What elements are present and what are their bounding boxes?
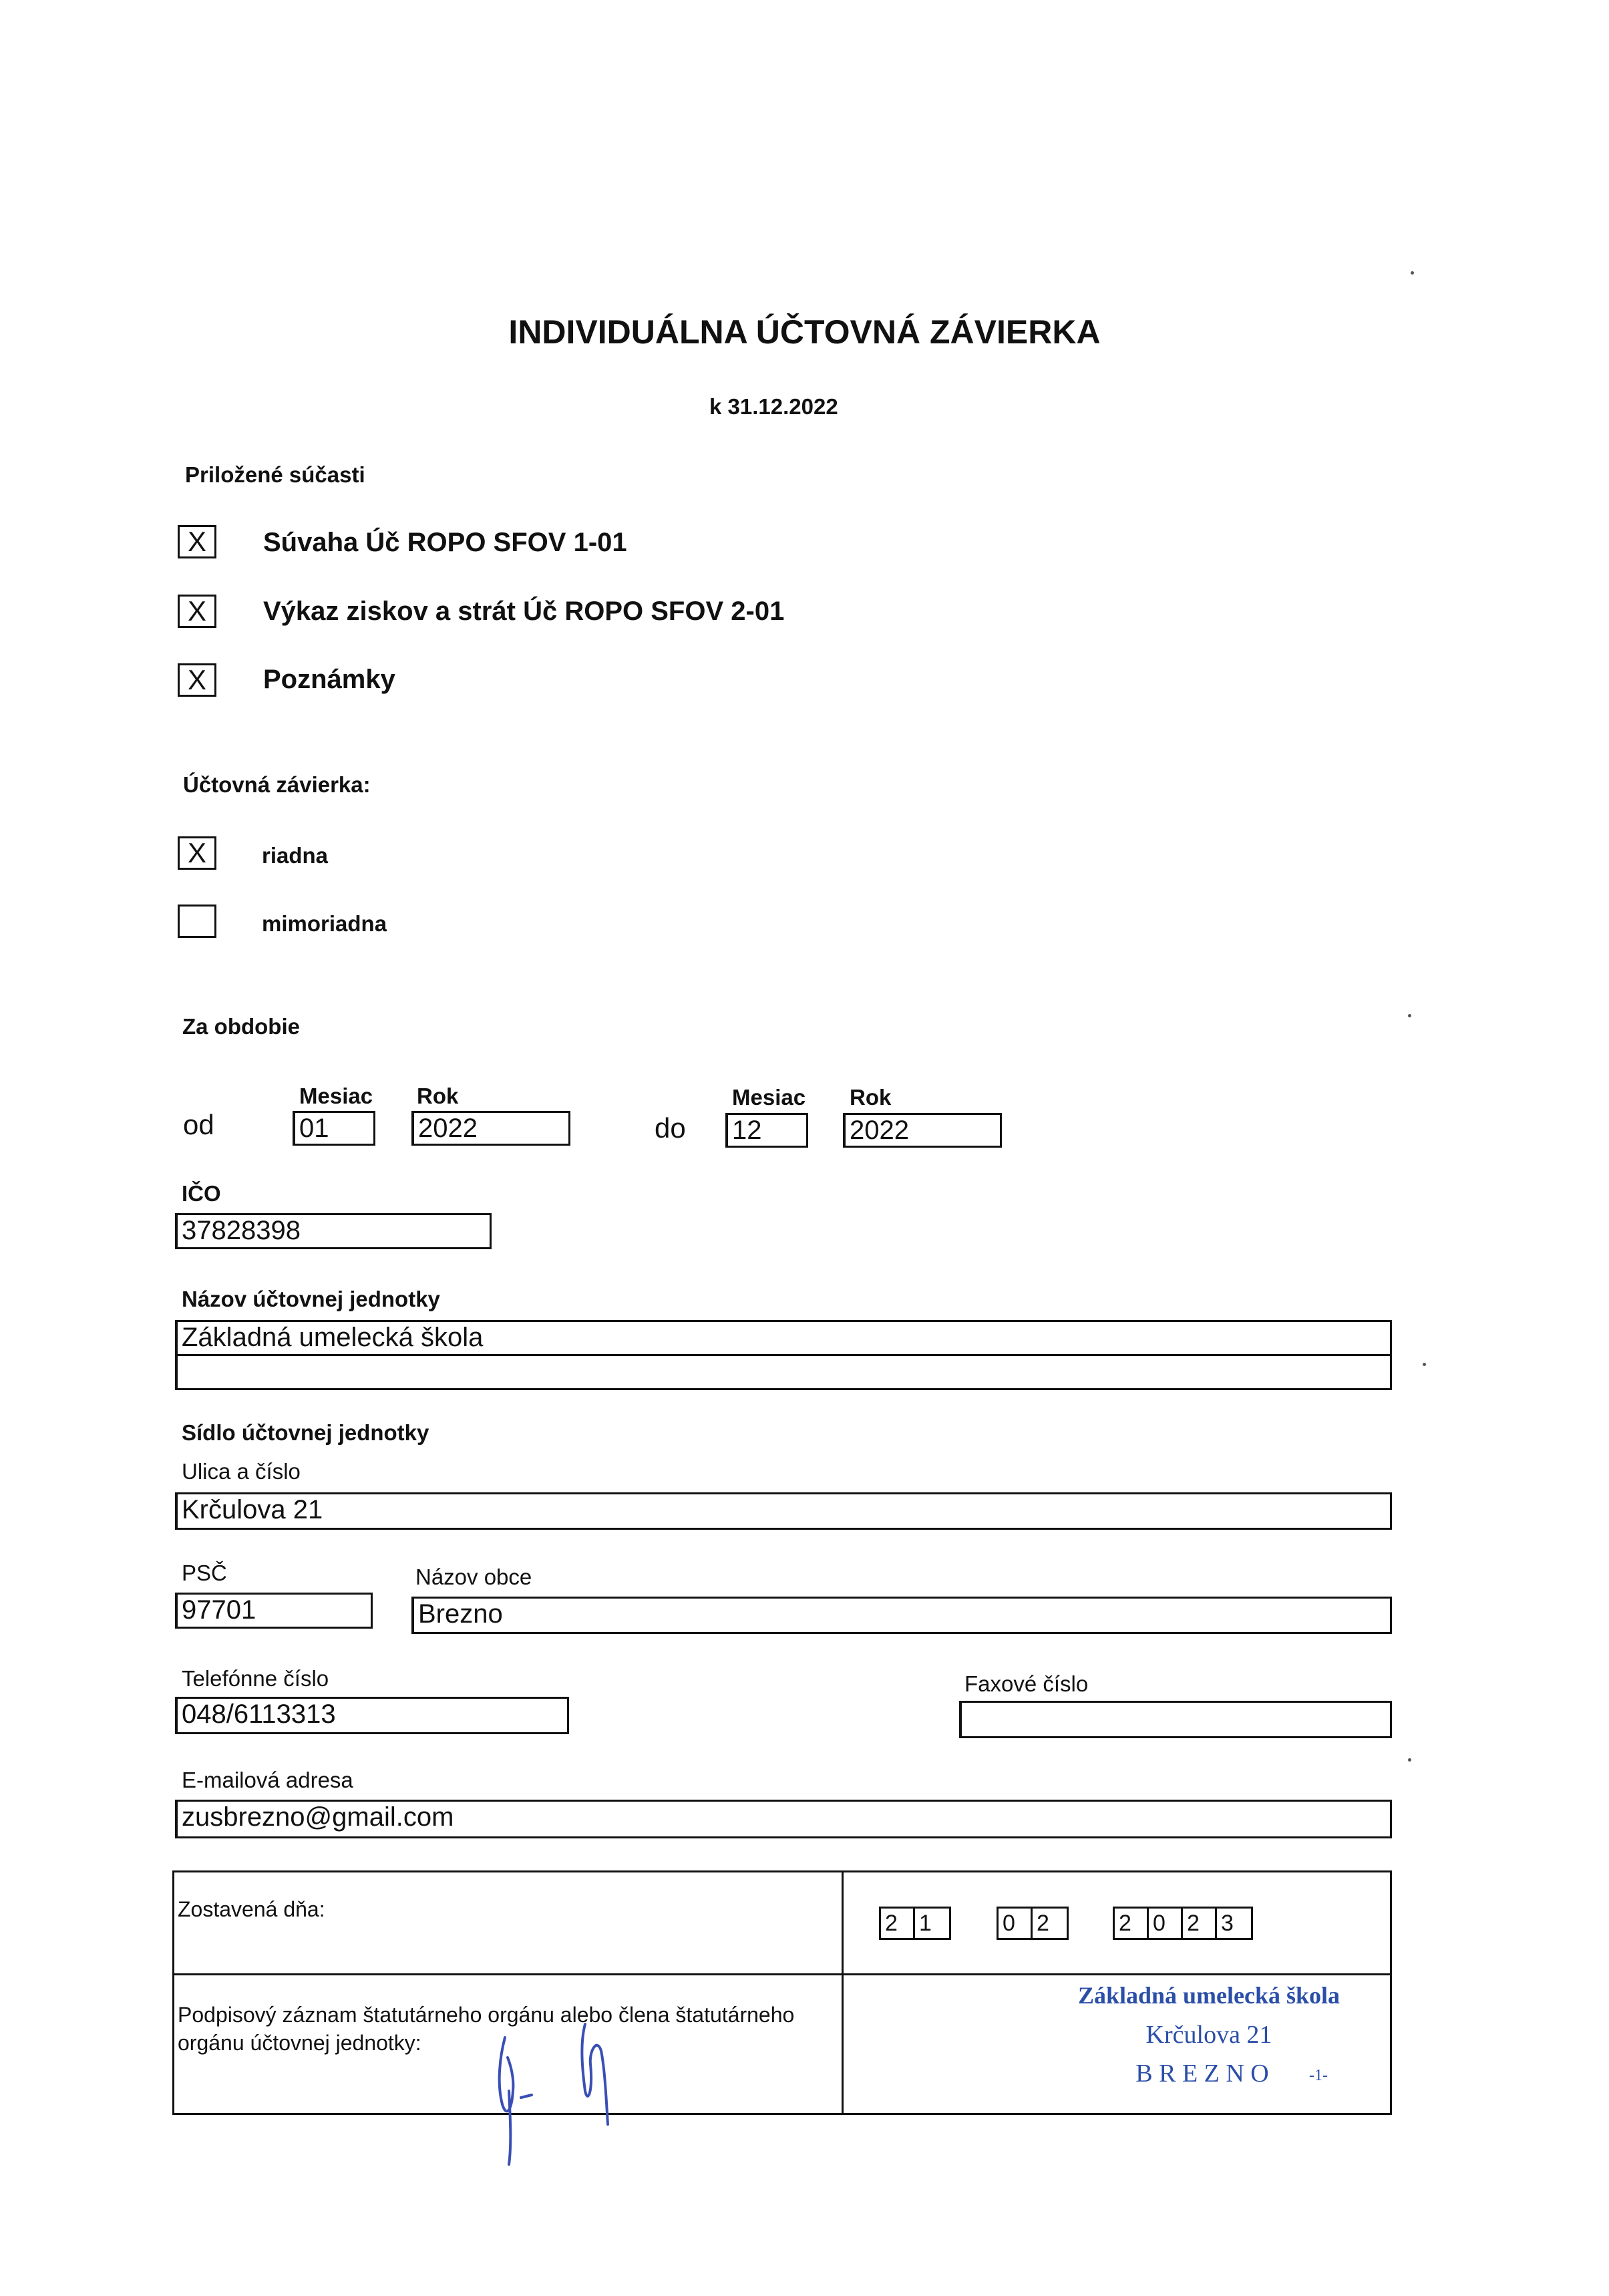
checkbox-profit-loss[interactable]: X <box>178 595 216 628</box>
compiled-day-digit: 2 <box>881 1909 915 1938</box>
phone-label: Telefónne číslo <box>182 1666 329 1691</box>
stamp-line2: Krčulova 21 <box>1145 2021 1272 2049</box>
signature-scribble <box>468 2011 641 2171</box>
compiled-year-digit: 0 <box>1149 1909 1183 1938</box>
from-year-field[interactable]: 2022 <box>411 1111 570 1146</box>
psc-label: PSČ <box>182 1561 227 1585</box>
scan-speck <box>1408 1758 1411 1762</box>
seat-heading: Sídlo účtovnej jednotky <box>182 1420 429 1445</box>
street-label: Ulica a číslo <box>182 1459 301 1484</box>
checkbox-balance-sheet[interactable]: X <box>178 525 216 558</box>
compiled-day[interactable] <box>879 1907 951 1940</box>
compiled-year-digit: 2 <box>1183 1909 1217 1938</box>
street-field[interactable]: Krčulova 21 <box>175 1492 1392 1530</box>
to-label: do <box>655 1112 686 1144</box>
scan-speck <box>1423 1363 1426 1366</box>
from-label: od <box>183 1109 214 1140</box>
checkbox-notes[interactable]: X <box>178 663 216 697</box>
compiled-month-digit: 2 <box>1037 1911 1049 1936</box>
fax-label: Faxové číslo <box>964 1671 1089 1696</box>
fax-field[interactable] <box>959 1701 1392 1738</box>
table-row-divider <box>172 1973 1392 1975</box>
compiled-day-digit: 1 <box>919 1911 932 1936</box>
to-month-field[interactable]: 12 <box>725 1113 808 1148</box>
compiled-month-digit: 0 <box>999 1909 1033 1938</box>
closing-type-heading: Účtovná závierka: <box>183 772 371 797</box>
to-year-label: Rok <box>850 1085 892 1110</box>
town-field[interactable]: Brezno <box>411 1597 1392 1634</box>
psc-field[interactable]: 97701 <box>175 1593 373 1629</box>
unit-name-field-2[interactable] <box>175 1354 1392 1390</box>
compiled-year-digit: 3 <box>1221 1911 1234 1936</box>
ico-field[interactable]: 37828398 <box>175 1213 492 1249</box>
checkbox-extraordinary[interactable] <box>178 905 216 938</box>
unit-name-label: Názov účtovnej jednotky <box>182 1287 440 1311</box>
signature-label-line1: Podpisový záznam štatutárneho orgánu alebo člena štatutárneho <box>178 2003 795 2027</box>
to-month-label: Mesiac <box>732 1085 806 1110</box>
checkbox-profit-loss-label: Výkaz ziskov a strát Úč ROPO SFOV 2-01 <box>263 597 785 626</box>
components-heading: Priložené súčasti <box>185 462 365 487</box>
email-field[interactable]: zusbrezno@gmail.com <box>175 1800 1392 1838</box>
checkbox-extraordinary-label: mimoriadna <box>262 911 387 936</box>
scan-speck <box>1408 1014 1411 1017</box>
signature-label-line2: orgánu účtovnej jednotky: <box>178 2031 421 2055</box>
unit-name-field-1[interactable]: Základná umelecká škola <box>175 1320 1392 1356</box>
period-heading: Za obdobie <box>182 1014 300 1039</box>
compiled-label: Zostavená dňa: <box>178 1897 325 1921</box>
ico-label: IČO <box>182 1181 221 1206</box>
checkbox-notes-label: Poznámky <box>263 665 395 694</box>
stamp-line1: Základná umelecká škola <box>1077 1982 1340 2009</box>
stamp-line3: B R E Z N O <box>1135 2060 1269 2088</box>
to-year-field[interactable]: 2022 <box>843 1113 1002 1148</box>
phone-field[interactable]: 048/6113313 <box>175 1697 569 1734</box>
from-month-label: Mesiac <box>299 1084 373 1108</box>
closing-date: k 31.12.2022 <box>709 394 838 419</box>
table-column-divider <box>842 1870 844 2115</box>
checkbox-regular-label: riadna <box>262 843 329 868</box>
page-title: INDIVIDUÁLNA ÚČTOVNÁ ZÁVIERKA <box>508 313 1101 351</box>
checkbox-regular[interactable]: X <box>178 836 216 870</box>
email-label: E-mailová adresa <box>182 1768 353 1792</box>
stamp-mark: -1- <box>1309 2067 1328 2084</box>
from-year-label: Rok <box>417 1084 459 1108</box>
checkbox-balance-sheet-label: Súvaha Úč ROPO SFOV 1-01 <box>263 528 627 557</box>
town-label: Názov obce <box>415 1565 532 1589</box>
compiled-year[interactable] <box>1113 1907 1253 1940</box>
compiled-month[interactable] <box>997 1907 1069 1940</box>
compiled-year-digit: 2 <box>1115 1909 1149 1938</box>
scan-speck <box>1411 271 1414 275</box>
from-month-field[interactable]: 01 <box>293 1111 375 1146</box>
